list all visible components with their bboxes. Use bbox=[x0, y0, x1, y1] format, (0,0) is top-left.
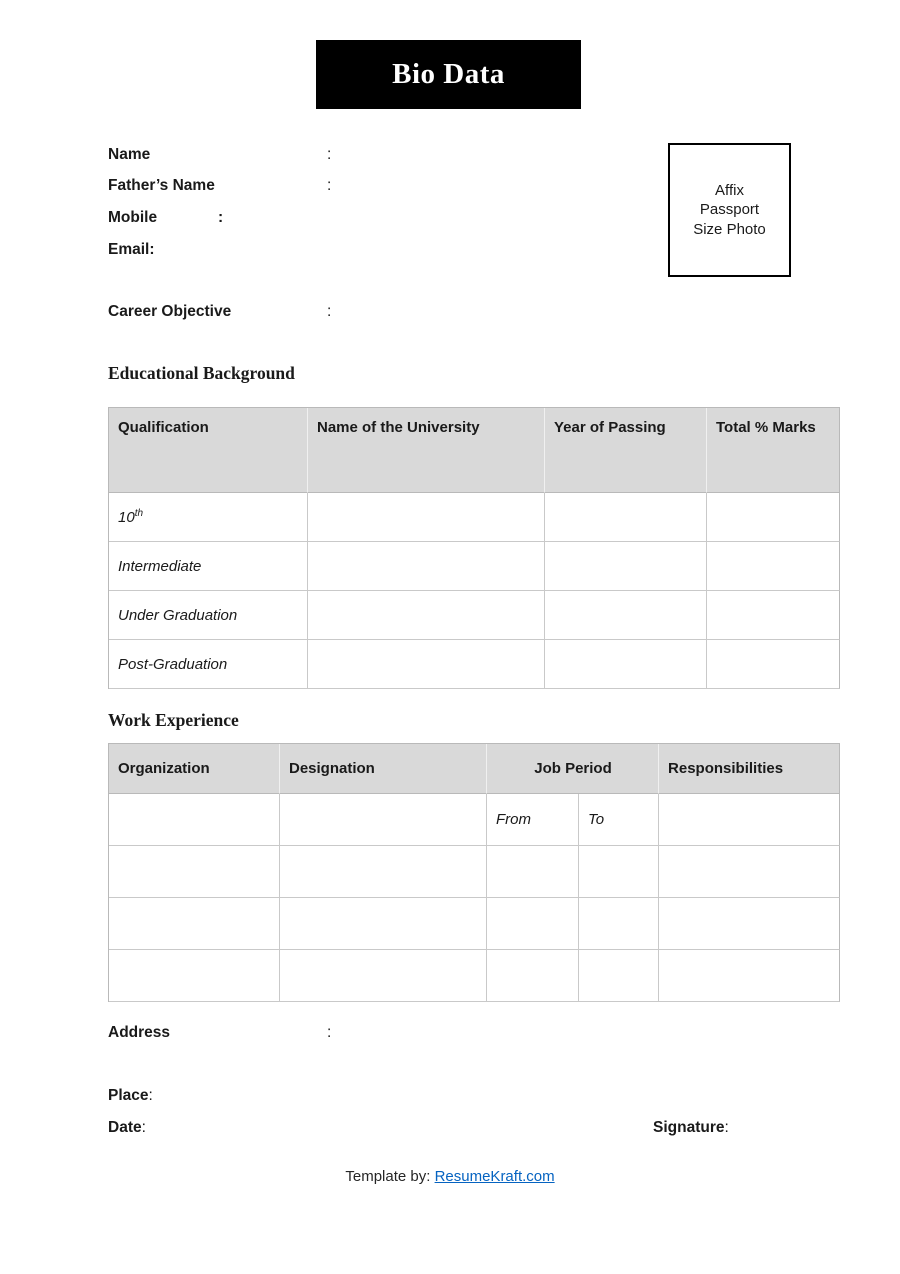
email-field-row bbox=[108, 241, 155, 259]
education-row-under-graduation bbox=[109, 591, 840, 640]
work-experience-table bbox=[108, 743, 840, 1002]
empty-cell bbox=[280, 794, 487, 846]
education-col-qualification: Qualification bbox=[109, 408, 308, 493]
empty-cell bbox=[545, 542, 707, 591]
empty-cell bbox=[579, 898, 659, 950]
empty-cell bbox=[707, 542, 840, 591]
empty-cell bbox=[707, 591, 840, 640]
qualification-sup: th bbox=[134, 508, 144, 519]
page-title: Bio Data bbox=[316, 40, 581, 109]
empty-cell bbox=[545, 640, 707, 689]
empty-cell bbox=[308, 591, 545, 640]
qualification-cell bbox=[109, 640, 308, 689]
education-table-header-row bbox=[109, 408, 840, 493]
mobile-colon: : bbox=[218, 209, 224, 226]
empty-cell bbox=[659, 898, 840, 950]
signature-row bbox=[653, 1119, 729, 1137]
empty-cell bbox=[579, 846, 659, 898]
footer-credit-text: Template by: bbox=[345, 1168, 435, 1185]
empty-cell bbox=[659, 794, 840, 846]
place-colon: : bbox=[148, 1087, 153, 1104]
empty-cell bbox=[545, 591, 707, 640]
qualification-text: 10 bbox=[118, 509, 135, 526]
name-label: Name bbox=[108, 146, 151, 163]
qualification-text: Intermediate bbox=[118, 558, 202, 575]
address-colon: : bbox=[327, 1024, 332, 1041]
work-empty-row bbox=[109, 950, 840, 1002]
empty-cell bbox=[487, 846, 579, 898]
empty-cell bbox=[487, 898, 579, 950]
qualification-cell bbox=[109, 542, 308, 591]
empty-cell bbox=[109, 950, 280, 1002]
career-objective-colon: : bbox=[327, 303, 332, 320]
date-colon: : bbox=[141, 1119, 146, 1136]
signature-label: Signature bbox=[653, 1119, 725, 1136]
job-period-from-label: From bbox=[487, 794, 579, 846]
empty-cell bbox=[308, 640, 545, 689]
empty-cell bbox=[545, 493, 707, 542]
empty-cell bbox=[707, 493, 840, 542]
footer bbox=[0, 1168, 900, 1185]
education-col-marks: Total % Marks bbox=[707, 408, 840, 493]
work-section-heading: Work Experience bbox=[108, 710, 239, 730]
career-objective-label: Career Objective bbox=[108, 303, 232, 320]
place-row bbox=[108, 1087, 153, 1105]
empty-cell bbox=[280, 898, 487, 950]
fathers-name-label: Father’s Name bbox=[108, 177, 215, 194]
education-table bbox=[108, 407, 840, 689]
work-col-organization: Organization bbox=[109, 744, 280, 794]
education-row-10th bbox=[109, 493, 840, 542]
date-row bbox=[108, 1119, 146, 1137]
mobile-field-row bbox=[108, 209, 223, 227]
place-label: Place bbox=[108, 1087, 149, 1104]
empty-cell bbox=[659, 950, 840, 1002]
empty-cell bbox=[280, 846, 487, 898]
empty-cell bbox=[487, 950, 579, 1002]
email-label: Email: bbox=[108, 241, 155, 258]
work-col-responsibilities: Responsibilities bbox=[659, 744, 840, 794]
work-col-designation: Designation bbox=[280, 744, 487, 794]
qualification-cell bbox=[109, 493, 308, 542]
name-field-row bbox=[108, 146, 331, 164]
passport-photo-placeholder bbox=[668, 143, 791, 277]
photo-line-2: Passport bbox=[699, 201, 760, 219]
empty-cell bbox=[280, 950, 487, 1002]
resumekraft-link[interactable]: ResumeKraft.com bbox=[434, 1168, 555, 1185]
empty-cell bbox=[109, 846, 280, 898]
mobile-label: Mobile bbox=[108, 209, 158, 226]
empty-cell bbox=[308, 493, 545, 542]
education-row-post-graduation bbox=[109, 640, 840, 689]
fathers-name-field-row bbox=[108, 177, 331, 195]
job-period-to-label: To bbox=[579, 794, 659, 846]
qualification-text: Post-Graduation bbox=[118, 656, 228, 673]
career-objective-row bbox=[108, 303, 331, 321]
education-section-heading: Educational Background bbox=[108, 363, 295, 383]
address-label: Address bbox=[108, 1024, 171, 1041]
name-colon: : bbox=[327, 146, 332, 163]
fathers-name-colon: : bbox=[327, 177, 332, 194]
empty-cell bbox=[109, 898, 280, 950]
education-col-university: Name of the University bbox=[308, 408, 545, 493]
empty-cell bbox=[707, 640, 840, 689]
work-col-job-period: Job Period bbox=[487, 744, 659, 794]
qualification-cell bbox=[109, 591, 308, 640]
photo-line-1: Affix bbox=[715, 181, 744, 199]
date-label: Date bbox=[108, 1119, 142, 1136]
signature-colon: : bbox=[724, 1119, 729, 1136]
work-table-header-row bbox=[109, 744, 840, 794]
work-subheader-row bbox=[109, 794, 840, 846]
qualification-text: Under Graduation bbox=[118, 607, 238, 624]
empty-cell bbox=[109, 794, 280, 846]
photo-line-3: Size Photo bbox=[693, 220, 766, 238]
empty-cell bbox=[308, 542, 545, 591]
work-empty-row bbox=[109, 846, 840, 898]
work-empty-row bbox=[109, 898, 840, 950]
address-row bbox=[108, 1024, 331, 1042]
education-col-year: Year of Passing bbox=[545, 408, 707, 493]
empty-cell bbox=[579, 950, 659, 1002]
education-row-intermediate bbox=[109, 542, 840, 591]
empty-cell bbox=[659, 846, 840, 898]
